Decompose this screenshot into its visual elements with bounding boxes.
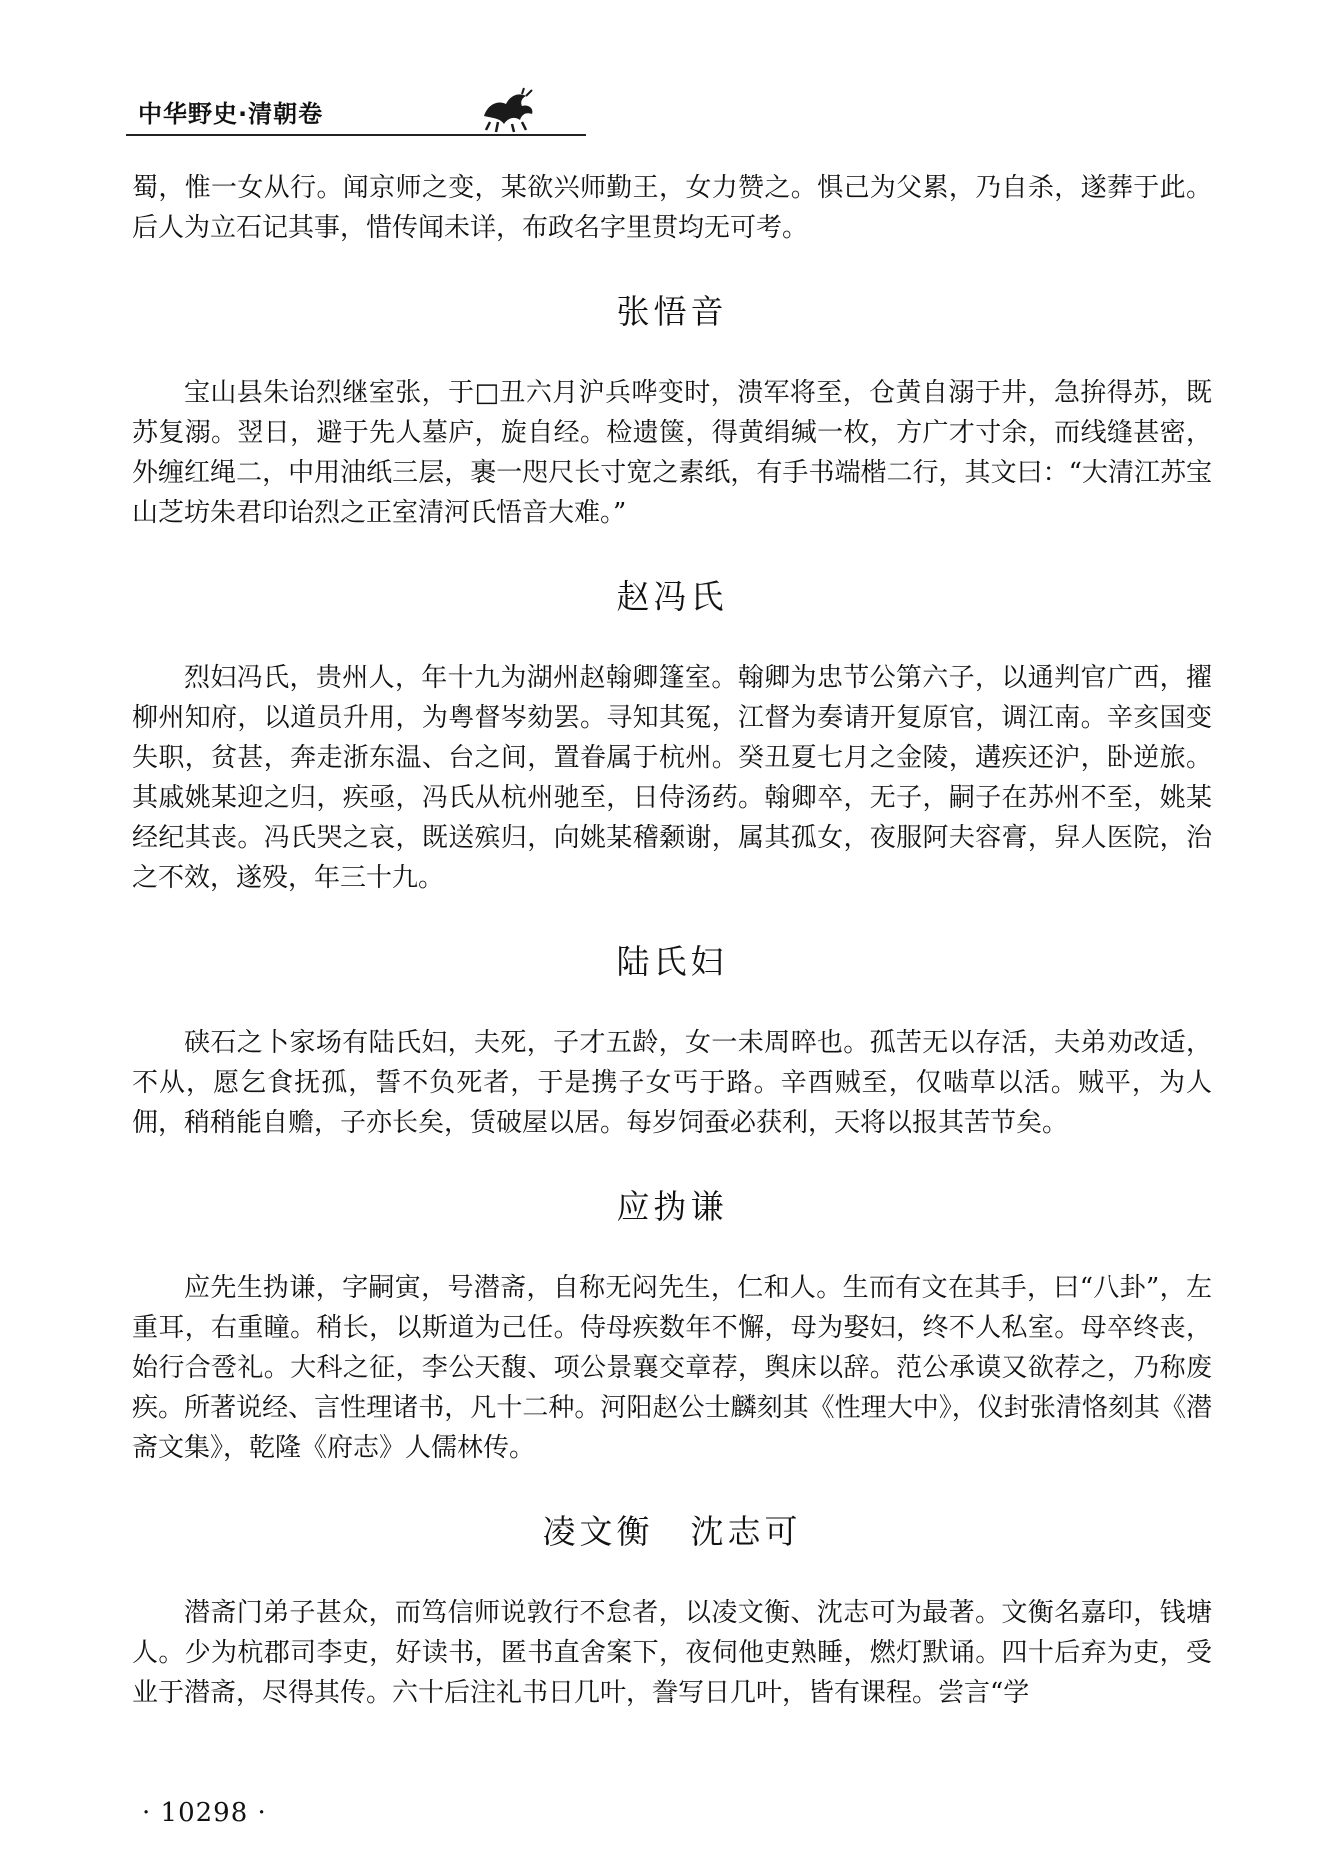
body-paragraph: 烈妇冯氏，贵州人，年十九为湖州赵翰卿篷室。翰卿为忠节公第六子，以通判官广西，擢柳州知府，以道员升用，为粤督岑劾罢。寻知其冤，江督为奏请开复原官，调江南。辛亥国变失职，贫甚，奔走浙东温、台之间，置眷属于杭州。癸丑夏七月之金陵，遘疾还沪，卧逆旅。其戚姚某迎之归，疾亟，冯氏从杭州驰至，日侍汤药。翰卿卒，无子，嗣子在苏州不至，姚某经纪其丧。冯氏哭之哀，既送殡归，向姚某稽颡谢，属其孤女，夜服阿夫容膏，舁人医院，治之不效，遂殁，年三十九。 xyxy=(132,663,1212,893)
section-title: 应㧑谦 xyxy=(616,1187,728,1226)
body-paragraph: 蜀，惟一女从行。闻京师之变，某欲兴师勤王，女力赞之。惧己为父累，乃自杀，遂葬于此。后人为立石记其事，惜传闻未详，布政名字里贯均无可考。 xyxy=(132,173,1212,243)
page-body xyxy=(132,168,1212,1713)
dragon-emblem-icon xyxy=(478,86,538,134)
page-header xyxy=(126,88,1206,144)
section-title: 陆氏妇 xyxy=(616,942,728,981)
page-number: · 10298 · xyxy=(142,1798,267,1828)
body-paragraph: 宝山县朱诒烈继室张，于□丑六月沪兵哗变时，溃军将至，仓黄自溺于井，急拚得苏，既苏复溺。翌日，避于先人墓庐，旋自经。检遗箧，得黄绢缄一枚，方广才寸余，而线缝甚密，外缠红绳二，中用油纸三层，裹一咫尺长寸宽之素纸，有手书端楷二行，其文曰：“大清江苏宝山芝坊朱君印诒烈之正室清河氏悟音大难。” xyxy=(132,378,1212,528)
section-title: 张悟音 xyxy=(616,292,728,331)
body-paragraph: 硖石之卜家场有陆氏妇，夫死，子才五龄，女一未周晬也。孤苦无以存活，夫弟劝改适，不从，愿乞食抚孤，誓不负死者，于是携子女丐于路。辛酉贼至，仅啮草以活。贼平，为人佣，稍稍能自赡，子亦长矣，赁破屋以居。每岁饲蚕必获利，天将以报其苦节矣。 xyxy=(132,1028,1212,1138)
section-title: 凌文衡 沈志可 xyxy=(542,1512,802,1551)
body-paragraph: 潜斋门弟子甚众，而笃信师说敦行不怠者，以凌文衡、沈志可为最著。文衡名嘉印，钱塘人。少为杭郡司李吏，好读书，匿书直舍案下，夜伺他吏熟睡，燃灯默诵。四十后弃为吏，受业于潜斋，尽得其传。六十后注礼书日几叶，誊写日几叶，皆有课程。尝言“学 xyxy=(132,1598,1212,1708)
book-title: 中华野史·清朝卷 xyxy=(138,100,324,128)
section-title: 赵冯氏 xyxy=(616,577,728,616)
body-paragraph: 应先生㧑谦，字嗣寅，号潜斋，自称无闷先生，仁和人。生而有文在其手，曰“八卦”，左重耳，右重瞳。稍长，以斯道为己任。侍母疾数年不懈，母为娶妇，终不人私室。母卒终丧，始行合卺礼。大科之征，李公天馥、项公景襄交章荐，舆床以辞。范公承谟又欲荐之，乃称废疾。所著说经、言性理诸书，凡十二种。河阳赵公士麟刻其《性理大中》，仪封张清恪刻其《潜斋文集》，乾隆《府志》人儒林传。 xyxy=(132,1273,1212,1463)
header-divider xyxy=(126,134,586,136)
